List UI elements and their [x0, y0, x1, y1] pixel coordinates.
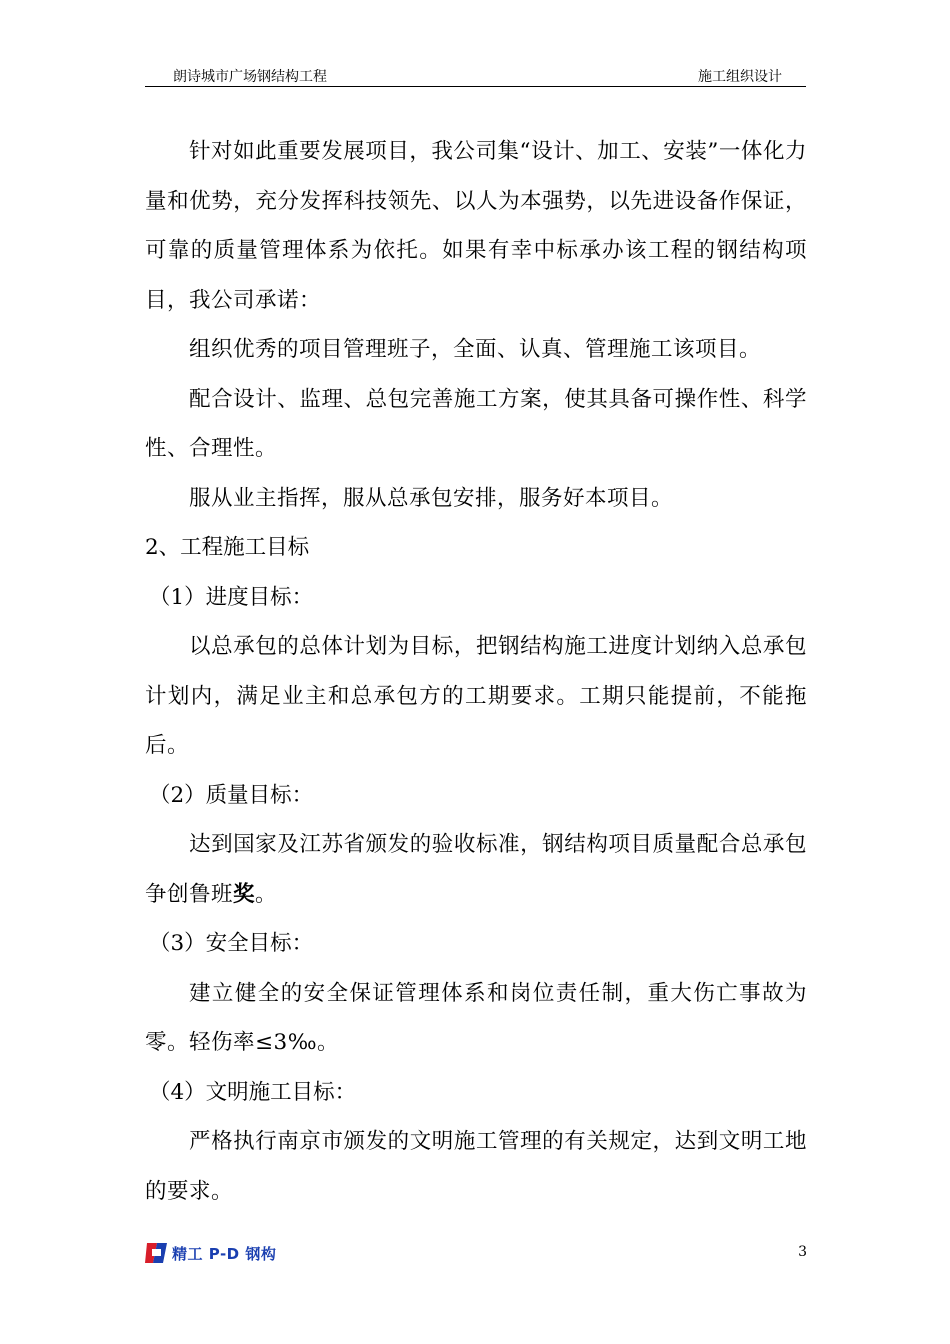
logo-text: 精工 P-D 钢构	[172, 1244, 277, 1263]
page-footer	[145, 1242, 807, 1272]
paragraph-commitment-3: 服从业主指挥，服从总承包安排，服务好本项目。	[189, 485, 674, 511]
goal-safety-text: 建立健全的安全保证管理体系和岗位责任制，重大伤亡事故为零。轻伤率≤3‰。	[145, 980, 807, 1055]
header-document-type: 施工组织设计	[698, 69, 782, 85]
company-logo	[145, 1242, 276, 1264]
goal-schedule-text: 以总承包的总体计划为目标，把钢结构施工进度计划纳入总承包计划内，满足业主和总承包方的工期要求。工期只能提前，不能拖后。	[145, 634, 807, 758]
goal-quality-text-main: 达到国家及江苏省颁发的验收标准，钢结构项目质量配合总承包争创鲁班	[145, 832, 807, 907]
page-number: 3	[798, 1244, 807, 1260]
page-header	[145, 64, 806, 87]
goal-quality-text	[145, 820, 807, 919]
header-project-name: 朗诗城市广场钢结构工程	[173, 69, 327, 85]
paragraph-commitment-2: 配合设计、监理、总包完善施工方案，使其具备可操作性、科学性、合理性。	[145, 386, 807, 461]
goal-quality-text-bold: 奖	[233, 881, 256, 907]
goal-safety-title: （3）安全目标：	[149, 931, 314, 956]
logo-mark-icon	[145, 1242, 169, 1264]
goal-civilized-title: （4）文明施工目标：	[149, 1079, 357, 1105]
goal-schedule-title: （1）进度目标：	[149, 584, 314, 610]
goal-quality-title: （2）质量目标：	[149, 782, 314, 808]
goal-quality-text-end: 。	[255, 881, 278, 907]
goal-civilized-text: 严格执行南京市颁发的文明施工管理的有关规定，达到文明工地的要求。	[145, 1129, 807, 1204]
document-body	[145, 127, 807, 1216]
paragraph-commitment-intro: 针对如此重要发展项目，我公司集“设计、加工、安装”一体化力量和优势，充分发挥科技领先、以人为本强势，以先进设备作保证，可靠的质量管理体系为依托。如果有幸中标承办该工程的钢结构项目，我公司承诺：	[145, 139, 807, 313]
section-heading-goals: 2、工程施工目标	[145, 535, 310, 560]
paragraph-commitment-1: 组织优秀的项目管理班子，全面、认真、管理施工该项目。	[189, 337, 762, 362]
